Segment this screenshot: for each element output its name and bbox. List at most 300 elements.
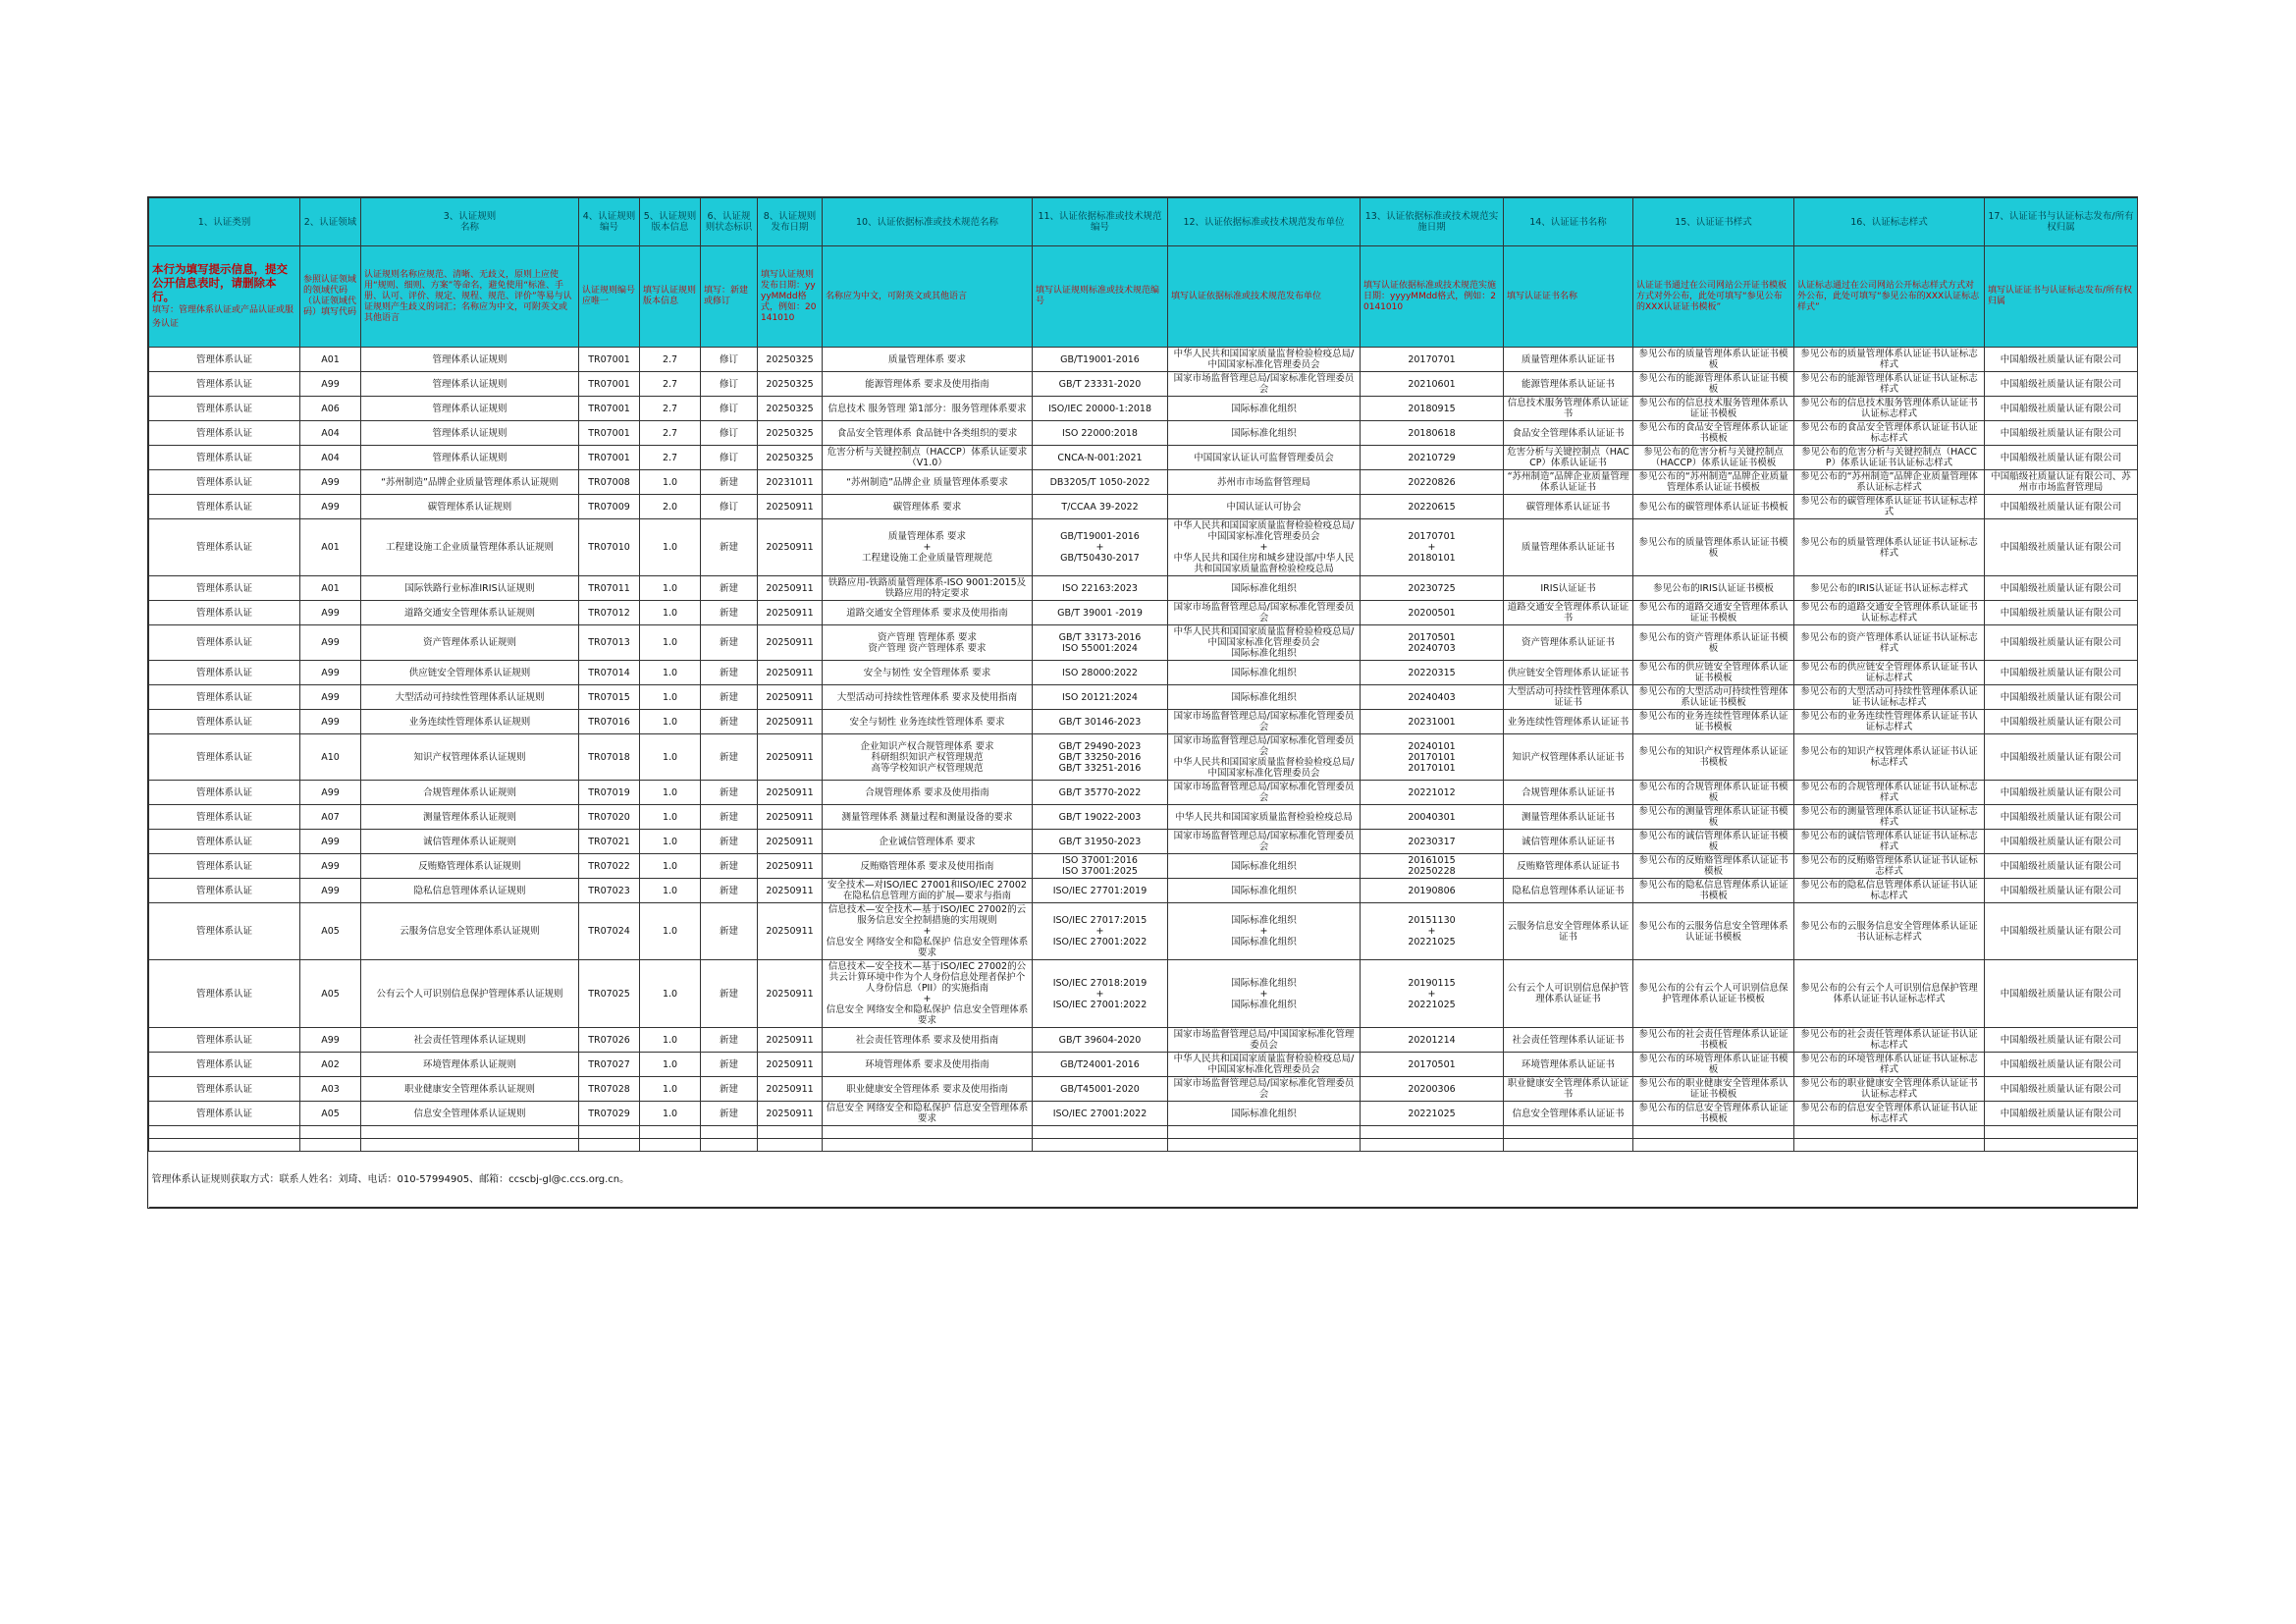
table-cell: 国家市场监督管理总局/国家标准化管理委员会 [1168,710,1361,734]
table-cell: 管理体系认证 [149,372,300,397]
table-cell: 管理体系认证规则 [361,348,579,372]
table-cell: 管理体系认证 [149,830,300,854]
table-cell: TR07024 [579,903,640,960]
table-cell: 参见公布的道路交通安全管理体系认证证书认证标志样式 [1794,601,1985,625]
table-cell: A01 [300,576,361,601]
hint-cell: 认证证书通过在公司网站公开证书模板方式对外公布，此处可填写“参见公布的XXX认证证书模板” [1633,246,1794,348]
table-cell: GB/T 31950-2023 [1033,830,1168,854]
table-cell: 20250911 [758,625,823,661]
table-cell: 参见公布的环境管理体系认证证书认证标志样式 [1794,1053,1985,1077]
table-cell: 管理体系认证规则 [361,421,579,446]
table-cell: 1.0 [640,960,701,1028]
table-cell: 碳管理体系认证规则 [361,495,579,519]
table-cell: TR07026 [579,1028,640,1053]
table-cell: TR07011 [579,576,640,601]
empty-cell [1168,1126,1361,1139]
table-cell: 管理体系认证 [149,348,300,372]
table-cell: 信息安全 网络安全和隐私保护 信息安全管理体系 要求 [823,1102,1033,1126]
table-cell: 管理体系认证 [149,519,300,576]
table-cell: 20190115 + 20221025 [1361,960,1504,1028]
table-cell: A99 [300,830,361,854]
table-cell: 参见公布的隐私信息管理体系认证证书模板 [1633,879,1794,903]
table-cell: A99 [300,661,361,685]
table-cell: 国家市场监督管理总局/国家标准化管理委员会 [1168,830,1361,854]
table-cell: ISO 22163:2023 [1033,576,1168,601]
table-cell: 1.0 [640,661,701,685]
table-cell: 20250911 [758,830,823,854]
table-cell: 2.0 [640,495,701,519]
table-cell: 公有云个人可识别信息保护管理体系认证证书 [1504,960,1633,1028]
table-cell: GB/T 30146-2023 [1033,710,1168,734]
table-cell: TR07001 [579,446,640,470]
empty-cell [1985,1139,2138,1152]
table-cell: 参见公布的“苏州制造”品牌企业质量管理体系认证证书模板 [1633,470,1794,495]
table-cell: 中国船级社质量认证有限公司 [1985,397,2138,421]
hint-cell: 参照认证领域的领域代码（认证领域代码）填写代码 [300,246,361,348]
table-cell: A05 [300,960,361,1028]
table-cell: 参见公布的合规管理体系认证证书模板 [1633,781,1794,805]
table-cell: 参见公布的质量管理体系认证证书认证标志样式 [1794,348,1985,372]
empty-row [149,1139,2138,1152]
empty-cell [823,1126,1033,1139]
table-cell: 信息安全管理体系认证规则 [361,1102,579,1126]
table-cell: 国际标准化组织 [1168,661,1361,685]
table-cell: 20250911 [758,1053,823,1077]
empty-cell [758,1126,823,1139]
table-cell: 新建 [701,830,758,854]
table-cell: 20220315 [1361,661,1504,685]
table-cell: 修订 [701,372,758,397]
table-cell: 职业健康安全管理体系认证规则 [361,1077,579,1102]
table-cell: 中华人民共和国国家质量监督检验检疫总局/中国国家标准化管理委员会 [1168,348,1361,372]
table-cell: 20190806 [1361,879,1504,903]
table-cell: 中华人民共和国国家质量监督检验检疫总局/中国国家标准化管理委员会 + 中华人民共和国住房和城乡建设部/中华人民共和国国家质量监督检验检疫总局 [1168,519,1361,576]
table-cell: A04 [300,421,361,446]
table-cell: 20250325 [758,372,823,397]
table-cell: 中国船级社质量认证有限公司 [1985,734,2138,781]
hint-cell: 填写：新建或修订 [701,246,758,348]
table-cell: 国家市场监督管理总局/国家标准化管理委员会 [1168,781,1361,805]
table-cell: 道路交通安全管理体系认证证书 [1504,601,1633,625]
table-cell: 1.0 [640,1028,701,1053]
table-cell: 新建 [701,625,758,661]
table-cell: 中国船级社质量认证有限公司 [1985,625,2138,661]
empty-cell [1361,1139,1504,1152]
table-cell: 20250325 [758,446,823,470]
table-cell: 新建 [701,470,758,495]
table-cell: TR07012 [579,601,640,625]
table-row [149,710,2138,734]
table-cell: 新建 [701,1053,758,1077]
table-cell: 参见公布的食品安全管理体系认证证书认证标志样式 [1794,421,1985,446]
table-cell: 20250911 [758,685,823,710]
table-cell: 社会责任管理体系认证证书 [1504,1028,1633,1053]
table-cell: 能源管理体系 要求及使用指南 [823,372,1033,397]
table-cell: 资产管理体系认证证书 [1504,625,1633,661]
table-cell: 20221025 [1361,1102,1504,1126]
table-cell: 中国船级社质量认证有限公司 [1985,421,2138,446]
table-cell: 参见公布的反贿赂管理体系认证证书模板 [1633,854,1794,879]
table-cell: 社会责任管理体系认证规则 [361,1028,579,1053]
table-cell: 业务连续性管理体系认证规则 [361,710,579,734]
table-cell: 20170501 [1361,1053,1504,1077]
table-cell: 20170701 [1361,348,1504,372]
empty-cell [579,1139,640,1152]
table-cell: 危害分析与关键控制点（HACCP）体系认证证书 [1504,446,1633,470]
table-row [149,903,2138,960]
table-row [149,1028,2138,1053]
table-cell: 国际标准化组织 [1168,421,1361,446]
table-row [149,1077,2138,1102]
table-cell: 1.0 [640,576,701,601]
table-cell: “苏州制造”品牌企业质量管理体系认证证书 [1504,470,1633,495]
table-cell: 诚信管理体系认证规则 [361,830,579,854]
table-cell: 信息技术—安全技术—基于ISO/IEC 27002的公共云计算环境中作为个人身份信息处理者保护个人身份信息（PII）的实施指南 + 信息安全 网络安全和隐私保护 信息安全管理体系 要求 [823,960,1033,1028]
table-cell: 合规管理体系认证规则 [361,781,579,805]
column-header: 2、认证领域 [300,198,361,246]
table-cell: 20201214 [1361,1028,1504,1053]
table-cell: 管理体系认证 [149,601,300,625]
table-cell: 管理体系认证 [149,1077,300,1102]
table-cell: 20250911 [758,805,823,830]
table-cell: 20230317 [1361,830,1504,854]
table-cell: TR07015 [579,685,640,710]
table-cell: 隐私信息管理体系认证证书 [1504,879,1633,903]
table-cell: 1.0 [640,601,701,625]
empty-cell [300,1139,361,1152]
table-cell: 参见公布的信息安全管理体系认证证书认证标志样式 [1794,1102,1985,1126]
table-cell: 参见公布的社会责任管理体系认证证书认证标志样式 [1794,1028,1985,1053]
empty-cell [1794,1139,1985,1152]
table-cell: 国家市场监督管理总局/国家标准化管理委员会 中华人民共和国国家质量监督检验检疫总局/中国国家标准化管理委员会 [1168,734,1361,781]
table-cell: 道路交通安全管理体系 要求及使用指南 [823,601,1033,625]
table-cell: 安全与韧性 业务连续性管理体系 要求 [823,710,1033,734]
table-row [149,661,2138,685]
table-cell: 苏州市市场监督管理局 [1168,470,1361,495]
table-cell: 管理体系认证 [149,1053,300,1077]
table-cell: 国际标准化组织 [1168,854,1361,879]
table-cell: 新建 [701,781,758,805]
table-cell: 中华人民共和国国家质量监督检验检疫总局 [1168,805,1361,830]
table-cell: 20210601 [1361,372,1504,397]
table-row [149,470,2138,495]
column-header: 12、认证依据标准或技术规范发布单位 [1168,198,1361,246]
table-cell: ISO/IEC 27018:2019 + ISO/IEC 27001:2022 [1033,960,1168,1028]
table-cell: 参见公布的供应链安全管理体系认证证书认证标志样式 [1794,661,1985,685]
table-cell: GB/T19001-2016 [1033,348,1168,372]
table-row [149,854,2138,879]
table-cell: 知识产权管理体系认证证书 [1504,734,1633,781]
table-row [149,446,2138,470]
column-header: 4、认证规则编号 [579,198,640,246]
table-cell: 云服务信息安全管理体系认证规则 [361,903,579,960]
table-cell: 中国船级社质量认证有限公司 [1985,372,2138,397]
table-cell: 管理体系认证 [149,446,300,470]
table-cell: 云服务信息安全管理体系认证证书 [1504,903,1633,960]
table-cell: 环境管理体系认证证书 [1504,1053,1633,1077]
table-cell: 修订 [701,446,758,470]
table-cell: 信息技术—安全技术—基于ISO/IEC 27002的云服务信息安全控制措施的实用规则 + 信息安全 网络安全和隐私保护 信息安全管理体系 要求 [823,903,1033,960]
empty-cell [1504,1126,1633,1139]
table-cell: 20250911 [758,710,823,734]
table-cell: 中国船级社质量认证有限公司 [1985,495,2138,519]
table-cell: 20231001 [1361,710,1504,734]
table-row [149,830,2138,854]
table-cell: 公有云个人可识别信息保护管理体系认证规则 [361,960,579,1028]
table-cell: 参见公布的社会责任管理体系认证证书模板 [1633,1028,1794,1053]
table-cell: GB/T 19022-2003 [1033,805,1168,830]
table-cell: 参见公布的环境管理体系认证证书模板 [1633,1053,1794,1077]
column-header: 11、认证依据标准或技术规范 编号 [1033,198,1168,246]
table-cell: A05 [300,1102,361,1126]
table-cell: 安全与韧性 安全管理体系 要求 [823,661,1033,685]
empty-cell [1633,1139,1794,1152]
table-cell: ISO 22000:2018 [1033,421,1168,446]
table-cell: 20040301 [1361,805,1504,830]
empty-row [149,1126,2138,1139]
hint-cell: 填写认证依据标准或技术规范发布单位 [1168,246,1361,348]
column-header: 14、认证证书名称 [1504,198,1633,246]
column-header: 1、认证类别 [149,198,300,246]
table-cell: 20250325 [758,348,823,372]
table-cell: 20220826 [1361,470,1504,495]
table-cell: 安全技术—对ISO/IEC 27001和ISO/IEC 27002在隐私信息管理方面的扩展—要求与指南 [823,879,1033,903]
table-cell: 大型活动可持续性管理体系 要求及使用指南 [823,685,1033,710]
table-cell: 参见公布的质量管理体系认证证书认证标志样式 [1794,519,1985,576]
table-cell: 参见公布的诚信管理体系认证证书认证标志样式 [1794,830,1985,854]
table-cell: GB/T24001-2016 [1033,1053,1168,1077]
hint-cell: 认证标志通过在公司网站公开标志样式方式对外公布，此处可填写“参见公布的XXX认证标志样式” [1794,246,1985,348]
header-row [149,198,2138,246]
table-cell: 国际标准化组织 + 国际标准化组织 [1168,960,1361,1028]
footer-row [149,1152,2138,1208]
table-cell: 中国船级社质量认证有限公司 [1985,805,2138,830]
table-cell: 中国船级社质量认证有限公司 [1985,1077,2138,1102]
hint-cell: 名称应为中文，可附英文或其他语言 [823,246,1033,348]
empty-cell [701,1139,758,1152]
table-cell: 管理体系认证 [149,421,300,446]
table-cell: 参见公布的供应链安全管理体系认证证书模板 [1633,661,1794,685]
table-cell: TR07001 [579,372,640,397]
table-cell: 参见公布的测量管理体系认证证书认证标志样式 [1794,805,1985,830]
table-cell: 国家市场监督管理总局/中国国家标准化管理委员会 [1168,1028,1361,1053]
table-cell: ISO/IEC 27001:2022 [1033,1102,1168,1126]
table-cell: 中国船级社质量认证有限公司 [1985,710,2138,734]
table-cell: 20200306 [1361,1077,1504,1102]
table-cell: 能源管理体系认证证书 [1504,372,1633,397]
table-cell: 碳管理体系认证证书 [1504,495,1633,519]
table-cell: 管理体系认证 [149,397,300,421]
table-cell: 参见公布的危害分析与关键控制点（HACCP）体系认证证书认证标志样式 [1794,446,1985,470]
table-cell: 中华人民共和国国家质量监督检验检疫总局/中国国家标准化管理委员会 [1168,1053,1361,1077]
table-cell: DB3205/T 1050-2022 [1033,470,1168,495]
table-cell: 管理体系认证 [149,661,300,685]
table-cell: 大型活动可持续性管理体系认证规则 [361,685,579,710]
table-cell: 中国船级社质量认证有限公司 [1985,1053,2138,1077]
table-cell: 职业健康安全管理体系认证证书 [1504,1077,1633,1102]
table-cell: A05 [300,903,361,960]
empty-cell [579,1126,640,1139]
table-cell: 参见公布的信息安全管理体系认证证书模板 [1633,1102,1794,1126]
table-cell: 20250911 [758,519,823,576]
table-cell: A99 [300,685,361,710]
table-cell: 参见公布的业务连续性管理体系认证证书认证标志样式 [1794,710,1985,734]
table-cell: 质量管理体系 要求 + 工程建设施工企业质量管理规范 [823,519,1033,576]
table-cell: 测量管理体系认证规则 [361,805,579,830]
table-cell: 参见公布的质量管理体系认证证书模板 [1633,348,1794,372]
table-row [149,495,2138,519]
table-cell: 信息技术 服务管理 第1部分：服务管理体系要求 [823,397,1033,421]
table-cell: 20230725 [1361,576,1504,601]
table-cell: 20250911 [758,903,823,960]
table-cell: 中国船级社质量认证有限公司 [1985,854,2138,879]
table-cell: 中国船级社质量认证有限公司 [1985,1102,2138,1126]
table-cell: 20250911 [758,601,823,625]
table-cell: 中国船级社质量认证有限公司 [1985,685,2138,710]
table-cell: A99 [300,625,361,661]
table-cell: A99 [300,470,361,495]
table-cell: 反贿赂管理体系认证规则 [361,854,579,879]
table-cell: A07 [300,805,361,830]
table-cell: 参见公布的公有云个人可识别信息保护管理体系认证证书模板 [1633,960,1794,1028]
table-cell: 社会责任管理体系 要求及使用指南 [823,1028,1033,1053]
table-cell: 20250911 [758,879,823,903]
table-cell: 中国船级社质量认证有限公司 [1985,661,2138,685]
table-cell: TR07028 [579,1077,640,1102]
empty-cell [1985,1126,2138,1139]
table-cell: 1.0 [640,685,701,710]
table-cell: 管理体系认证 [149,625,300,661]
table-cell: 中国国家认证认可监督管理委员会 [1168,446,1361,470]
table-cell: 隐私信息管理体系认证规则 [361,879,579,903]
table-cell: 参见公布的反贿赂管理体系认证证书认证标志样式 [1794,854,1985,879]
table-cell: 2.7 [640,421,701,446]
table-cell: 管理体系认证 [149,470,300,495]
table-cell: 管理体系认证 [149,576,300,601]
table-cell: TR07016 [579,710,640,734]
table-cell: 20250325 [758,421,823,446]
table-cell: 管理体系认证 [149,854,300,879]
table-cell: 中国船级社质量认证有限公司 [1985,781,2138,805]
table-cell: 中国船级社质量认证有限公司 [1985,903,2138,960]
hint-cell: 认证规则名称应规范、清晰、无歧义，原则上应使用“规则、细则、方案”等命名，避免使用“标准、手册、认可、评价、规定、规程、规范、评价”等易与认证规则产生歧义的词汇；名称应为中文，可附英文或其他语言 [361,246,579,348]
table-cell: 环境管理体系认证规则 [361,1053,579,1077]
table-cell: A04 [300,446,361,470]
empty-cell [361,1139,579,1152]
empty-cell [149,1139,300,1152]
table-cell: 1.0 [640,1053,701,1077]
column-header: 10、认证依据标准或技术规范名称 [823,198,1033,246]
table-row [149,960,2138,1028]
table-cell: 1.0 [640,1102,701,1126]
table-cell: 管理体系认证 [149,685,300,710]
table-cell: 20240403 [1361,685,1504,710]
table-cell: 管理体系认证规则 [361,372,579,397]
table-cell: 20220615 [1361,495,1504,519]
table-row [149,734,2138,781]
table-cell: TR07001 [579,397,640,421]
table-cell: “苏州制造”品牌企业 质量管理体系要求 [823,470,1033,495]
table-cell: 新建 [701,710,758,734]
table-cell: 管理体系认证 [149,1102,300,1126]
table-cell: 反贿赂管理体系 要求及使用指南 [823,854,1033,879]
table-cell: A99 [300,781,361,805]
table-cell: 20221012 [1361,781,1504,805]
table-cell: TR07019 [579,781,640,805]
table-cell: 20250911 [758,960,823,1028]
table-cell: 1.0 [640,781,701,805]
hint-cell: 填写认证证书与认证标志发布/所有权归属 [1985,246,2138,348]
hint-cell: 填写认证规则发布日期：yyyyMMdd格式，例如：20141010 [758,246,823,348]
table-cell: 业务连续性管理体系认证证书 [1504,710,1633,734]
table-cell: 管理体系认证 [149,734,300,781]
empty-cell [640,1126,701,1139]
table-cell: GB/T45001-2020 [1033,1077,1168,1102]
table-cell: 1.0 [640,879,701,903]
table-cell: 1.0 [640,519,701,576]
table-cell: 国际标准化组织 [1168,879,1361,903]
table-cell: A06 [300,397,361,421]
table-cell: 道路交通安全管理体系认证规则 [361,601,579,625]
table-cell: 碳管理体系 要求 [823,495,1033,519]
table-cell: 质量管理体系 要求 [823,348,1033,372]
table-cell: 国际铁路行业标准IRIS认证规则 [361,576,579,601]
table-cell: TR07009 [579,495,640,519]
table-cell: 新建 [701,734,758,781]
empty-cell [1033,1139,1168,1152]
table-cell: 中国船级社质量认证有限公司 [1985,830,2138,854]
table-row [149,601,2138,625]
table-cell: 参见公布的信息技术服务管理体系认证证书模板 [1633,397,1794,421]
table-cell: 参见公布的碳管理体系认证证书认证标志样式 [1794,495,1985,519]
table-cell: 新建 [701,519,758,576]
hint-row [149,246,2138,348]
table-cell: 管理体系认证规则 [361,397,579,421]
column-header: 3、认证规则 名称 [361,198,579,246]
column-header: 8、认证规则发布日期 [758,198,823,246]
table-cell: 中国船级社质量认证有限公司 [1985,519,2138,576]
table-cell: 供应链安全管理体系认证规则 [361,661,579,685]
rules-table [148,197,2138,1208]
table-cell: 20250911 [758,1028,823,1053]
table-cell: “苏州制造”品牌企业质量管理体系认证规则 [361,470,579,495]
table-cell: 参见公布的IRIS认证证书模板 [1633,576,1794,601]
table-cell: A01 [300,348,361,372]
table-cell: 20250911 [758,661,823,685]
table-cell: 参见公布的危害分析与关键控制点（HACCP）体系认证证书模板 [1633,446,1794,470]
hint-cell: 填写认证规则标准或技术规范编号 [1033,246,1168,348]
table-cell: 管理体系认证规则 [361,446,579,470]
table-cell: 反贿赂管理体系认证证书 [1504,854,1633,879]
table-cell: ISO 37001:2016 ISO 37001:2025 [1033,854,1168,879]
table-cell: 1.0 [640,470,701,495]
table-cell: 参见公布的测量管理体系认证证书模板 [1633,805,1794,830]
table-cell: 质量管理体系认证证书 [1504,348,1633,372]
table-cell: 中国船级社质量认证有限公司 [1985,576,2138,601]
table-cell: 参见公布的资产管理体系认证证书模板 [1633,625,1794,661]
table-cell: 质量管理体系认证证书 [1504,519,1633,576]
table-cell: 中国船级社质量认证有限公司 [1985,960,2138,1028]
table-cell: 参见公布的云服务信息安全管理体系认证证书认证标志样式 [1794,903,1985,960]
table-cell: 合规管理体系认证证书 [1504,781,1633,805]
empty-cell [823,1139,1033,1152]
table-cell: 20250911 [758,576,823,601]
table-cell: 中国船级社质量认证有限公司 [1985,1028,2138,1053]
table-cell: 1.0 [640,830,701,854]
table-cell: 食品安全管理体系认证证书 [1504,421,1633,446]
table-cell: 国家市场监督管理总局/国家标准化管理委员会 [1168,1077,1361,1102]
empty-cell [701,1126,758,1139]
